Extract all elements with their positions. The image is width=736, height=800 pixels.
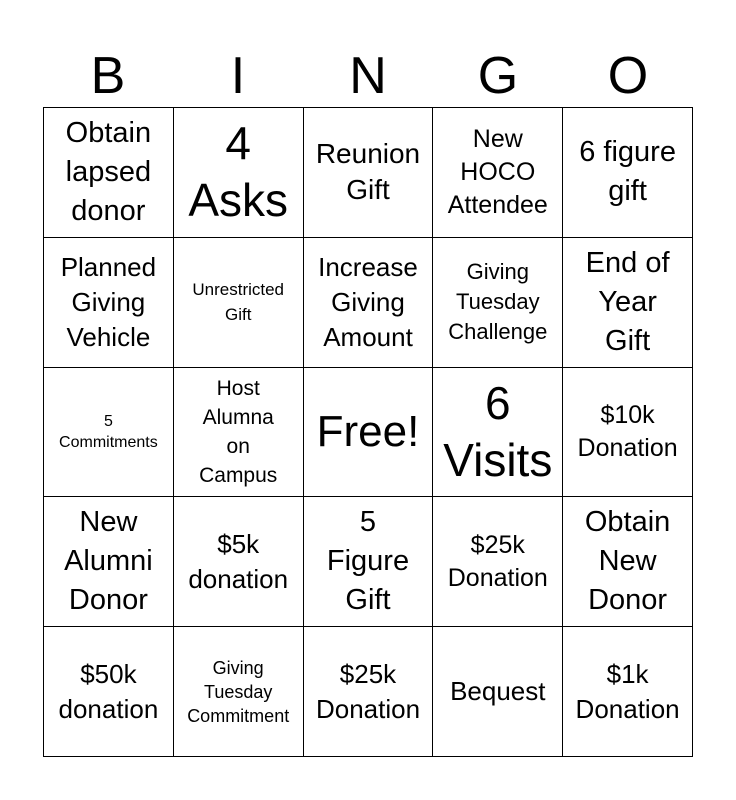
cell-text: $25k Donation [315,658,421,724]
cell-text: $5k donation [188,528,289,594]
header-letter-n: N [349,47,387,105]
cell-text: Giving Tuesday Challenge [448,259,548,345]
bingo-cell[interactable] [304,238,434,368]
bingo-cell[interactable] [44,238,174,368]
cell-text: Obtain New Donor [584,506,671,617]
cell-text: Unrestricted Gift [192,280,285,325]
cell-text: 5 Figure Gift [326,506,410,617]
cell-text: 4 Asks [188,117,289,227]
bingo-cell[interactable] [174,108,304,238]
cell-text: Increase Giving Amount [318,251,418,352]
bingo-cell[interactable] [563,108,693,238]
cell-text: Free! [316,406,420,456]
cell-text: Bequest [450,676,546,707]
cell-text: Host Alumna on Campus [199,376,278,487]
cell-text: $1k Donation [575,658,680,724]
cell-text: $25k Donation [447,530,548,592]
cell-text: 6 figure gift [579,136,676,208]
bingo-cell[interactable] [174,238,304,368]
cell-text: New Alumni Donor [64,506,153,617]
cell-text: Planned Giving Vehicle [60,251,157,352]
bingo-cell[interactable] [304,497,434,627]
bingo-cell[interactable] [174,627,304,757]
bingo-cell[interactable] [563,497,693,627]
bingo-cell[interactable] [433,238,563,368]
cell-text: 5 Commitments [59,412,158,451]
cell-text: Reunion Gift [315,138,421,206]
bingo-cell[interactable] [433,627,563,757]
bingo-cell[interactable] [304,627,434,757]
bingo-cell[interactable] [44,108,174,238]
bingo-cell[interactable] [174,368,304,498]
bingo-cell[interactable] [304,108,434,238]
cell-text: New HOCO Attendee [447,124,548,219]
bingo-cell[interactable] [433,108,563,238]
bingo-cell[interactable] [44,368,174,498]
cell-text: $50k donation [58,658,159,724]
header-letter-i: I [230,47,246,105]
bingo-cell[interactable] [563,238,693,368]
header-letter-b: B [90,47,126,105]
header-letter-g: G [477,47,519,105]
bingo-cell[interactable] [174,497,304,627]
bingo-cell[interactable] [304,368,434,498]
cell-text: End of Year Gift [585,246,670,357]
bingo-cell[interactable] [563,627,693,757]
cell-text: $10k Donation [577,400,678,462]
bingo-cell[interactable] [433,497,563,627]
bingo-cell[interactable] [44,627,174,757]
bingo-cell[interactable] [563,368,693,498]
bingo-card-grid [43,107,693,757]
bingo-cell[interactable] [433,368,563,498]
cell-text: Obtain lapsed donor [65,116,152,227]
cell-text: 6 Visits [443,376,553,486]
bingo-header [43,44,693,108]
header-letter-o: O [607,47,649,105]
bingo-cell[interactable] [44,497,174,627]
cell-text: Giving Tuesday Commitment [187,657,290,726]
